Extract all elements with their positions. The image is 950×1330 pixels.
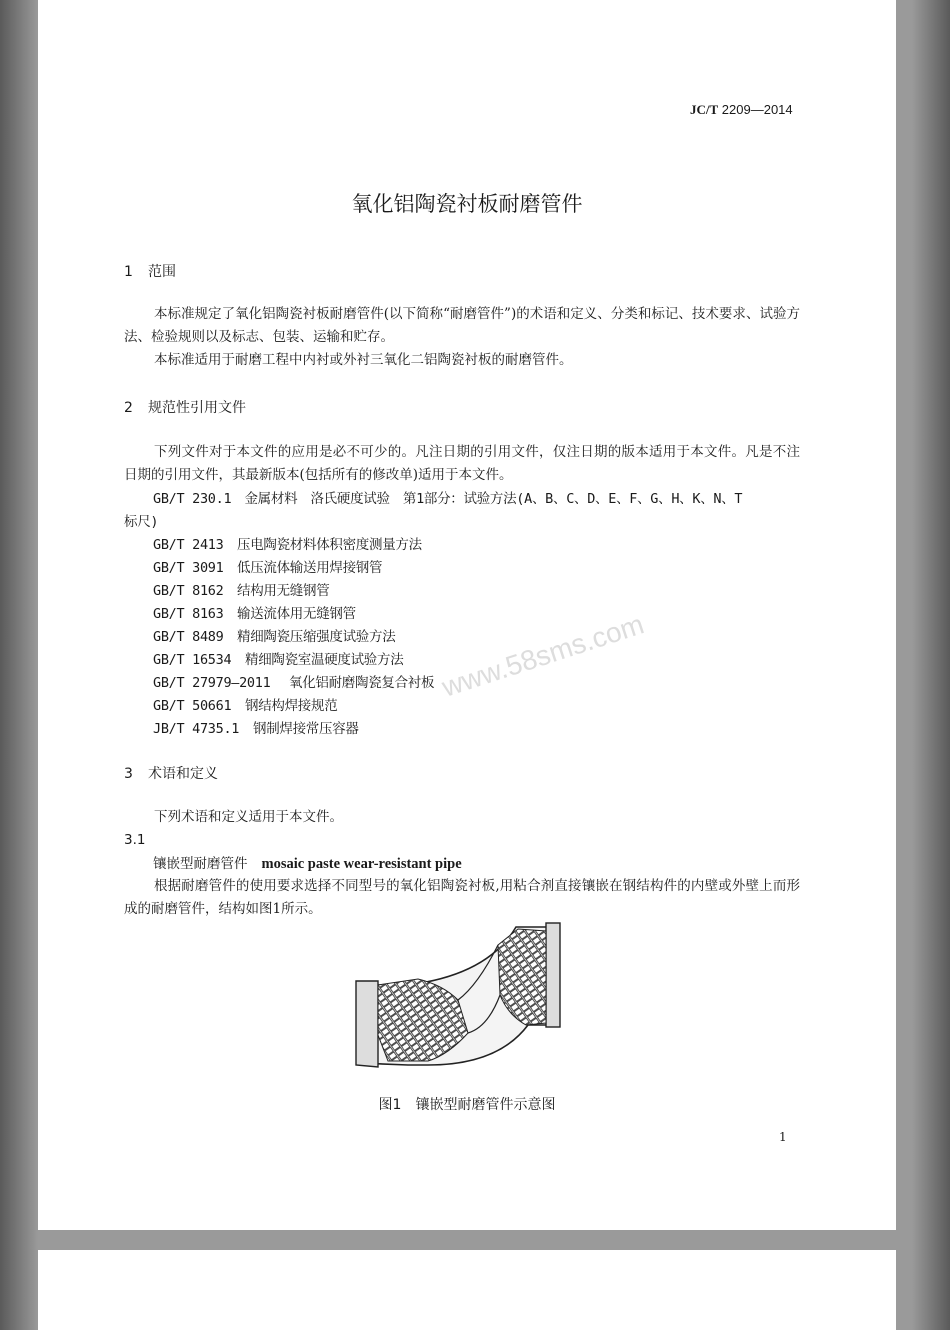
- section-3-para-1: 下列术语和定义适用于本文件。: [154, 809, 343, 825]
- section-1-para-1: 本标准规定了氧化铝陶瓷衬板耐磨管件(以下简称“耐磨管件”)的术语和定义、分类和标记、技术要求、试验方法、检验规则以及标志、包装、运输和贮存。: [124, 306, 800, 345]
- reference-item: GB/T 3091 低压流体输送用焊接钢管: [153, 560, 383, 576]
- reference-item: GB/T 8163 输送流体用无缝钢管: [153, 606, 356, 622]
- reference-item-continuation: 标尺): [124, 514, 159, 530]
- watermark: www.58sms.com: [438, 608, 648, 703]
- reference-item: GB/T 230.1 金属材料 洛氏硬度试验 第1部分：试验方法(A、B、C、D、E、F、G、H、K、N、T: [153, 491, 743, 507]
- next-page-top: [38, 1250, 896, 1330]
- document-page: [38, 0, 896, 1230]
- elbow-pipe-figure: [348, 915, 578, 1075]
- section-2-heading: 2 规范性引用文件: [124, 400, 246, 416]
- reference-item: GB/T 2413 压电陶瓷材料体积密度测量方法: [153, 537, 422, 553]
- document-title: 氧化铝陶瓷衬板耐磨管件: [351, 192, 583, 216]
- standard-number: JC/T 2209—2014: [690, 102, 793, 117]
- reference-item: GB/T 27979—2011 氧化铝耐磨陶瓷复合衬板: [153, 675, 435, 691]
- reference-item: GB/T 16534 精细陶瓷室温硬度试验方法: [153, 652, 404, 668]
- reference-item: GB/T 50661 钢结构焊接规范: [153, 698, 338, 714]
- reference-item: GB/T 8162 结构用无缝钢管: [153, 583, 330, 599]
- reference-item: GB/T 8489 精细陶瓷压缩强度试验方法: [153, 629, 396, 645]
- section-1-para-2: 本标准适用于耐磨工程中内衬或外衬三氧化二铝陶瓷衬板的耐磨管件。: [154, 352, 573, 368]
- term-title: 镶嵌型耐磨管件 mosaic paste wear-resistant pipe: [153, 856, 462, 872]
- section-2-para-1: 下列文件对于本文件的应用是必不可少的。凡注日期的引用文件，仅注日期的版本适用于本文件。凡是不注日期的引用文件，其最新版本(包括所有的修改单)适用于本文件。: [124, 444, 800, 483]
- section-1-heading: 1 范围: [124, 264, 176, 280]
- term-number: 3.1: [124, 832, 146, 848]
- section-3-heading: 3 术语和定义: [124, 766, 218, 782]
- term-definition: 根据耐磨管件的使用要求选择不同型号的氧化铝陶瓷衬板,用粘合剂直接镶嵌在钢结构件的内壁或外壁上而形成的耐磨管件，结构如图1所示。: [124, 878, 800, 917]
- figure-caption: 图1 镶嵌型耐磨管件示意图: [378, 1097, 556, 1113]
- page-number: 1: [779, 1130, 787, 1144]
- reference-item: JB/T 4735.1 钢制焊接常压容器: [153, 721, 359, 737]
